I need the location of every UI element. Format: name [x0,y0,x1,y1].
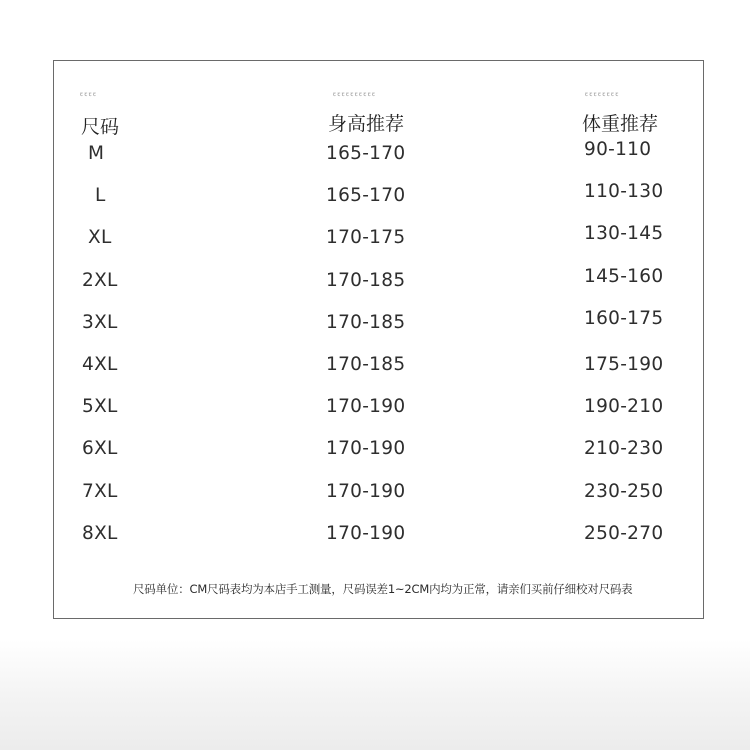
height-cell: 165-170 [326,143,406,164]
weight-cell: 190-210 [584,396,664,418]
table-row [54,523,703,565]
size-cell: M [88,143,105,164]
faint-label-weight: ꞇꞇꞇꞇꞇꞇꞇꞇ [585,91,620,98]
table-row [54,307,703,354]
table-row [54,396,703,438]
weight-cell: 175-190 [584,353,664,375]
size-cell: 6XL [82,438,118,460]
weight-cell: 210-230 [584,438,664,460]
height-cell: 170-175 [326,227,406,249]
size-cell: 2XL [82,269,118,291]
table-row [54,139,703,185]
weight-cell: 230-250 [584,480,664,502]
weight-cell: 130-145 [584,223,664,245]
weight-cell: 145-160 [584,265,664,287]
height-cell: 170-185 [326,353,406,375]
table-row [54,181,703,227]
size-cell: 7XL [82,480,118,502]
header-size: 尺码 [81,116,120,138]
table-row [54,438,703,480]
size-cell: 4XL [82,353,118,375]
height-cell: 170-185 [326,269,406,291]
size-cell: 8XL [82,522,118,544]
size-rows [54,139,703,565]
weight-cell: 90-110 [584,139,652,160]
weight-cell: 250-270 [584,522,664,544]
faint-label-size: ꞇꞇꞇꞇ [80,91,98,98]
table-row [54,481,703,523]
height-cell: 170-190 [326,522,406,544]
height-cell: 170-190 [326,438,406,460]
size-cell: 5XL [82,396,118,418]
faint-label-height: ꞇꞇꞇꞇꞇꞇꞇꞇꞇꞇ [333,91,377,98]
size-cell: L [95,185,106,207]
height-cell: 170-190 [326,480,406,502]
table-row [54,265,703,312]
measurement-note: 尺码单位：CM尺码表均为本店手工测量，尺码误差1~2CM内均为正常，请亲们买前仔细校对尺码表 [133,582,633,596]
size-cell: 3XL [82,311,118,333]
size-chart-table [53,60,704,619]
size-cell: XL [88,227,112,249]
table-row [54,223,703,269]
header-weight: 体重推荐 [582,113,659,135]
table-row [54,354,703,396]
height-cell: 170-185 [326,311,406,333]
height-cell: 165-170 [326,185,406,207]
height-cell: 170-190 [326,396,406,418]
header-height: 身高推荐 [328,113,405,135]
weight-cell: 160-175 [584,307,664,329]
weight-cell: 110-130 [584,181,664,203]
